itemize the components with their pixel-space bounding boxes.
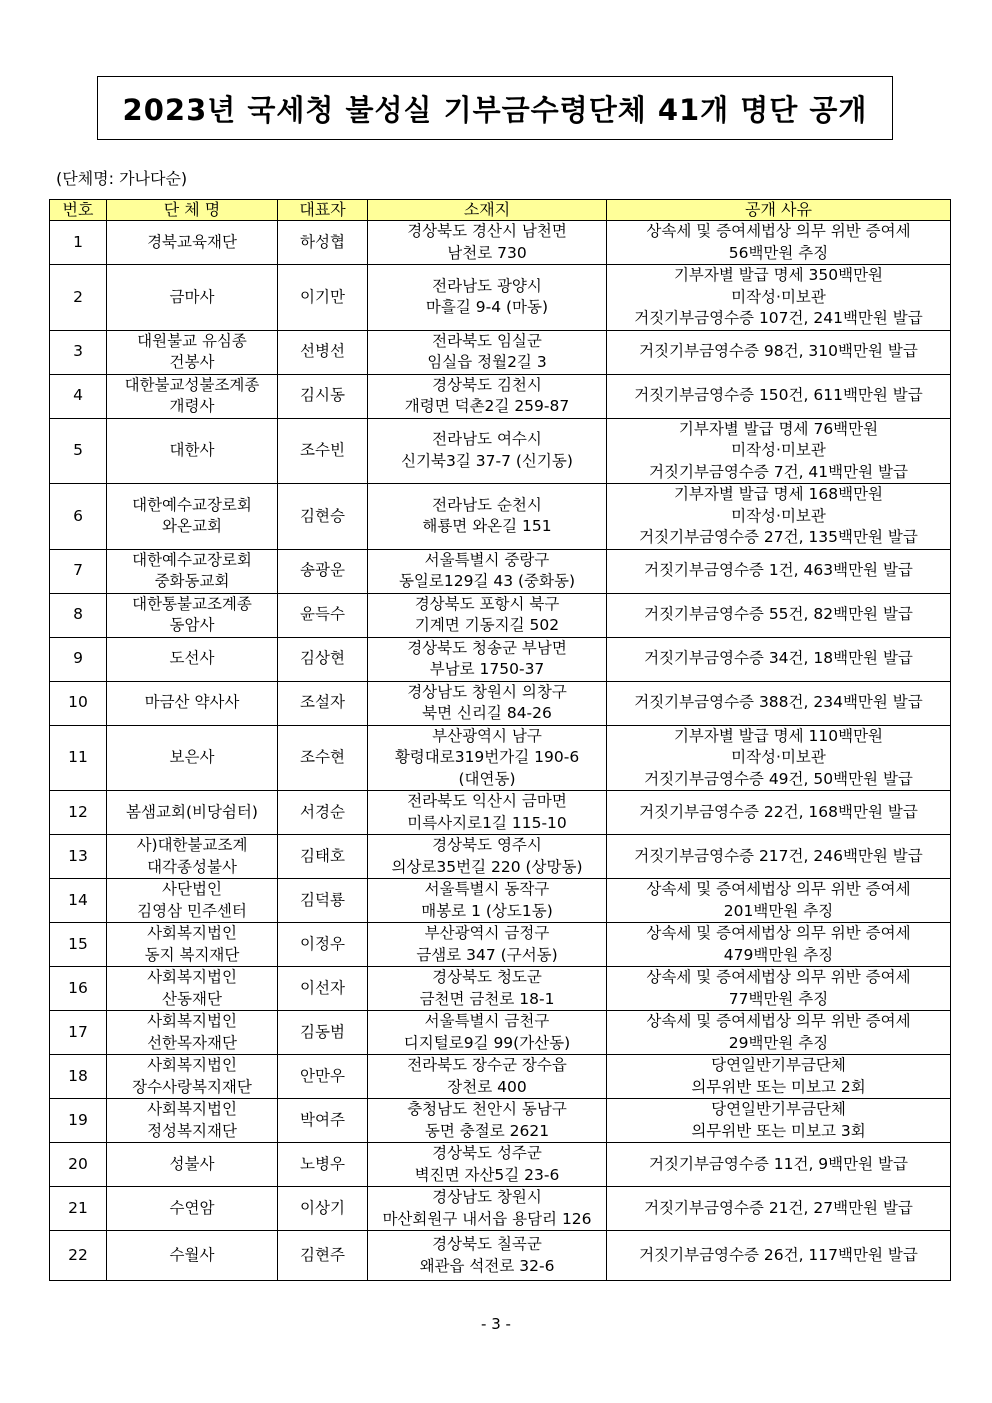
table-row xyxy=(50,593,951,637)
cell-reason: 거짓기부금영수증 11건, 9백만원 발급 xyxy=(607,1143,951,1187)
cell-reason: 당연일반기부금단체 의무위반 또는 미보고 3회 xyxy=(607,1099,951,1143)
cell-representative: 조수현 xyxy=(278,725,368,791)
cell-number: 1 xyxy=(50,221,107,265)
cell-location: 충청남도 천안시 동남구 동면 충절로 2621 xyxy=(368,1099,607,1143)
cell-reason: 거짓기부금영수증 34건, 18백만원 발급 xyxy=(607,637,951,681)
cell-org-name: 사회복지법인 산동재단 xyxy=(107,967,278,1011)
table-row xyxy=(50,1099,951,1143)
cell-location: 서울특별시 동작구 매봉로 1 (상도1동) xyxy=(368,879,607,923)
cell-representative: 하성협 xyxy=(278,221,368,265)
cell-representative: 안만우 xyxy=(278,1055,368,1099)
cell-org-name: 수월사 xyxy=(107,1231,278,1281)
cell-representative: 이기만 xyxy=(278,265,368,331)
table-header-row xyxy=(50,200,951,221)
table-row xyxy=(50,923,951,967)
cell-reason: 기부자별 발급 명세 350백만원 미작성·미보관 거짓기부금영수증 107건, 241백만원 발급 xyxy=(607,265,951,331)
cell-number: 12 xyxy=(50,791,107,835)
cell-number: 20 xyxy=(50,1143,107,1187)
cell-reason: 거짓기부금영수증 388건, 234백만원 발급 xyxy=(607,681,951,725)
cell-org-name: 사회복지법인 동지 복지재단 xyxy=(107,923,278,967)
cell-number: 7 xyxy=(50,549,107,593)
cell-reason: 상속세 및 증여세법상 의무 위반 증여세 479백만원 추징 xyxy=(607,923,951,967)
cell-location: 전라북도 장수군 장수읍 장천로 400 xyxy=(368,1055,607,1099)
cell-location: 경상북도 청송군 부남면 부남로 1750-37 xyxy=(368,637,607,681)
cell-reason: 거짓기부금영수증 150건, 611백만원 발급 xyxy=(607,374,951,418)
cell-org-name: 대한불교성불조계종 개령사 xyxy=(107,374,278,418)
cell-location: 경상남도 창원시 의창구 북면 신리길 84-26 xyxy=(368,681,607,725)
table-row xyxy=(50,791,951,835)
cell-reason: 거짓기부금영수증 217건, 246백만원 발급 xyxy=(607,835,951,879)
header-representative: 대표자 xyxy=(278,200,368,221)
cell-location: 부산광역시 금정구 금샘로 347 (구서동) xyxy=(368,923,607,967)
cell-location: 서울특별시 중랑구 동일로129길 43 (중화동) xyxy=(368,549,607,593)
cell-number: 4 xyxy=(50,374,107,418)
cell-representative: 조수빈 xyxy=(278,418,368,484)
cell-location: 서울특별시 금천구 디지털로9길 99(가산동) xyxy=(368,1011,607,1055)
cell-location: 부산광역시 남구 황령대로319번가길 190-6 (대연동) xyxy=(368,725,607,791)
cell-org-name: 대한예수교장로회 와온교회 xyxy=(107,484,278,550)
cell-representative: 김동범 xyxy=(278,1011,368,1055)
table-row xyxy=(50,681,951,725)
table-row xyxy=(50,330,951,374)
cell-org-name: 대원불교 유심종 건봉사 xyxy=(107,330,278,374)
table-row xyxy=(50,418,951,484)
cell-representative: 이선자 xyxy=(278,967,368,1011)
page-number: - 3 - xyxy=(481,1315,511,1333)
organization-table xyxy=(49,199,951,1281)
page-title: 2023년 국세청 불성실 기부금수령단체 41개 명단 공개 xyxy=(122,92,868,127)
cell-representative: 박여주 xyxy=(278,1099,368,1143)
table-row xyxy=(50,1055,951,1099)
header-org-name: 단 체 명 xyxy=(107,200,278,221)
table-row xyxy=(50,1231,951,1281)
cell-number: 6 xyxy=(50,484,107,550)
cell-org-name: 대한예수교장로회 중화동교회 xyxy=(107,549,278,593)
cell-reason: 거짓기부금영수증 98건, 310백만원 발급 xyxy=(607,330,951,374)
cell-org-name: 대한사 xyxy=(107,418,278,484)
cell-number: 13 xyxy=(50,835,107,879)
cell-org-name: 마금산 약사사 xyxy=(107,681,278,725)
table-row xyxy=(50,967,951,1011)
cell-location: 경상북도 칠곡군 왜관읍 석전로 32-6 xyxy=(368,1231,607,1281)
cell-number: 5 xyxy=(50,418,107,484)
header-reason: 공개 사유 xyxy=(607,200,951,221)
table-row xyxy=(50,879,951,923)
cell-number: 9 xyxy=(50,637,107,681)
cell-number: 21 xyxy=(50,1187,107,1231)
cell-number: 8 xyxy=(50,593,107,637)
cell-reason: 거짓기부금영수증 21건, 27백만원 발급 xyxy=(607,1187,951,1231)
cell-number: 11 xyxy=(50,725,107,791)
table-row xyxy=(50,835,951,879)
table-row xyxy=(50,1143,951,1187)
cell-representative: 김덕룡 xyxy=(278,879,368,923)
cell-reason: 기부자별 발급 명세 110백만원 미작성·미보관 거짓기부금영수증 49건, 50백만원 발급 xyxy=(607,725,951,791)
cell-representative: 조설자 xyxy=(278,681,368,725)
cell-org-name: 보은사 xyxy=(107,725,278,791)
cell-location: 전라남도 여수시 신기북3길 37-7 (신기동) xyxy=(368,418,607,484)
cell-reason: 거짓기부금영수증 26건, 117백만원 발급 xyxy=(607,1231,951,1281)
cell-representative: 김현승 xyxy=(278,484,368,550)
cell-org-name: 봄샘교회(비당쉼터) xyxy=(107,791,278,835)
cell-org-name: 성불사 xyxy=(107,1143,278,1187)
cell-representative: 김상현 xyxy=(278,637,368,681)
cell-number: 10 xyxy=(50,681,107,725)
table-row xyxy=(50,1187,951,1231)
cell-location: 경상북도 경산시 남천면 남천로 730 xyxy=(368,221,607,265)
cell-reason: 기부자별 발급 명세 168백만원 미작성·미보관 거짓기부금영수증 27건, 135백만원 발급 xyxy=(607,484,951,550)
cell-number: 22 xyxy=(50,1231,107,1281)
cell-number: 2 xyxy=(50,265,107,331)
cell-representative: 서경순 xyxy=(278,791,368,835)
cell-reason: 기부자별 발급 명세 76백만원 미작성·미보관 거짓기부금영수증 7건, 41백만원 발급 xyxy=(607,418,951,484)
table-row xyxy=(50,374,951,418)
cell-representative: 김태호 xyxy=(278,835,368,879)
cell-number: 3 xyxy=(50,330,107,374)
title-box xyxy=(97,76,893,140)
cell-reason: 거짓기부금영수증 55건, 82백만원 발급 xyxy=(607,593,951,637)
cell-number: 19 xyxy=(50,1099,107,1143)
cell-location: 전라북도 임실군 임실읍 정월2길 3 xyxy=(368,330,607,374)
table-row xyxy=(50,484,951,550)
cell-org-name: 사단법인 김영삼 민주센터 xyxy=(107,879,278,923)
table-row xyxy=(50,725,951,791)
cell-location: 전라북도 익산시 금마면 미륵사지로1길 115-10 xyxy=(368,791,607,835)
cell-representative: 노병우 xyxy=(278,1143,368,1187)
cell-location: 전라남도 광양시 마흘길 9-4 (마동) xyxy=(368,265,607,331)
cell-location: 경상북도 청도군 금천면 금천로 18-1 xyxy=(368,967,607,1011)
table-row xyxy=(50,265,951,331)
header-location: 소재지 xyxy=(368,200,607,221)
cell-reason: 거짓기부금영수증 22건, 168백만원 발급 xyxy=(607,791,951,835)
cell-reason: 당연일반기부금단체 의무위반 또는 미보고 2회 xyxy=(607,1055,951,1099)
cell-location: 전라남도 순천시 해룡면 와온길 151 xyxy=(368,484,607,550)
cell-reason: 상속세 및 증여세법상 의무 위반 증여세 56백만원 추징 xyxy=(607,221,951,265)
cell-location: 경상북도 포항시 북구 기계면 기동지길 502 xyxy=(368,593,607,637)
cell-representative: 윤득수 xyxy=(278,593,368,637)
cell-org-name: 도선사 xyxy=(107,637,278,681)
cell-number: 16 xyxy=(50,967,107,1011)
cell-representative: 김현주 xyxy=(278,1231,368,1281)
cell-representative: 이정우 xyxy=(278,923,368,967)
cell-reason: 상속세 및 증여세법상 의무 위반 증여세 77백만원 추징 xyxy=(607,967,951,1011)
cell-representative: 선병선 xyxy=(278,330,368,374)
cell-number: 18 xyxy=(50,1055,107,1099)
sort-note: (단체명: 가나다순) xyxy=(56,169,188,188)
table-row xyxy=(50,221,951,265)
table-row xyxy=(50,1011,951,1055)
cell-org-name: 사)대한불교조계 대각종성불사 xyxy=(107,835,278,879)
cell-reason: 상속세 및 증여세법상 의무 위반 증여세 29백만원 추징 xyxy=(607,1011,951,1055)
cell-org-name: 대한통불교조계종 동암사 xyxy=(107,593,278,637)
cell-org-name: 금마사 xyxy=(107,265,278,331)
cell-representative: 송광운 xyxy=(278,549,368,593)
header-number: 번호 xyxy=(50,200,107,221)
cell-org-name: 경북교육재단 xyxy=(107,221,278,265)
cell-org-name: 수연암 xyxy=(107,1187,278,1231)
cell-org-name: 사회복지법인 정성복지재단 xyxy=(107,1099,278,1143)
table-row xyxy=(50,637,951,681)
cell-number: 17 xyxy=(50,1011,107,1055)
cell-location: 경상북도 성주군 벽진면 자산5길 23-6 xyxy=(368,1143,607,1187)
cell-location: 경상남도 창원시 마산회원구 내서읍 용담리 126 xyxy=(368,1187,607,1231)
cell-representative: 김시동 xyxy=(278,374,368,418)
cell-reason: 상속세 및 증여세법상 의무 위반 증여세 201백만원 추징 xyxy=(607,879,951,923)
cell-representative: 이상기 xyxy=(278,1187,368,1231)
cell-org-name: 사회복지법인 장수사랑복지재단 xyxy=(107,1055,278,1099)
cell-location: 경상북도 영주시 의상로35번길 220 (상망동) xyxy=(368,835,607,879)
cell-number: 14 xyxy=(50,879,107,923)
cell-org-name: 사회복지법인 선한목자재단 xyxy=(107,1011,278,1055)
cell-number: 15 xyxy=(50,923,107,967)
cell-location: 경상북도 김천시 개령면 덕촌2길 259-87 xyxy=(368,374,607,418)
table-row xyxy=(50,549,951,593)
cell-reason: 거짓기부금영수증 1건, 463백만원 발급 xyxy=(607,549,951,593)
